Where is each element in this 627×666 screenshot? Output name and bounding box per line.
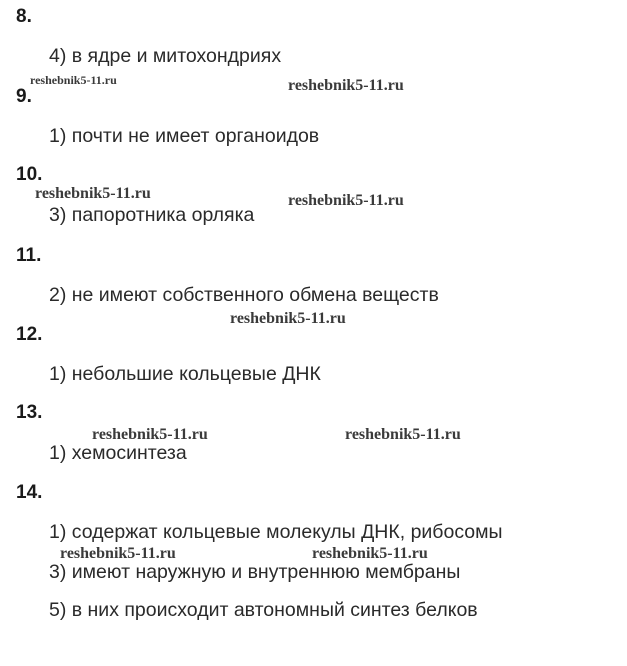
answer-text: 1) небольшие кольцевые ДНК	[49, 363, 321, 385]
answer-text: 3) имеют наружную и внутреннюю мембраны	[49, 561, 461, 583]
answer-text: 1) почти не имеет органоидов	[49, 125, 320, 147]
watermark: reshebnik5-11.ru	[92, 426, 208, 443]
watermark: reshebnik5-11.ru	[288, 192, 404, 209]
question-number: 10.	[16, 164, 43, 185]
answer-text: 5) в них происходит автономный синтез белков	[49, 599, 478, 621]
answer-text: 4) в ядре и митохондриях	[49, 45, 282, 67]
answer-text: 3) папоротника орляка	[49, 204, 255, 226]
watermark: reshebnik5-11.ru	[60, 545, 176, 562]
watermark: reshebnik5-11.ru	[35, 185, 151, 202]
answer-text: 1) содержат кольцевые молекулы ДНК, рибосомы	[49, 521, 503, 543]
question-number: 14.	[16, 482, 43, 503]
question-number: 13.	[16, 402, 43, 423]
watermark: reshebnik5-11.ru	[312, 545, 428, 562]
watermark: reshebnik5-11.ru	[30, 73, 117, 87]
question-number: 11.	[16, 245, 42, 266]
watermark: reshebnik5-11.ru	[345, 426, 461, 443]
question-number: 12.	[16, 324, 43, 345]
answer-text: 2) не имеют собственного обмена веществ	[49, 284, 439, 306]
answer-text: 1) хемосинтеза	[49, 442, 187, 464]
question-number: 9.	[16, 86, 32, 107]
question-number: 8.	[16, 6, 32, 27]
watermark: reshebnik5-11.ru	[288, 77, 404, 94]
watermark: reshebnik5-11.ru	[230, 310, 346, 327]
